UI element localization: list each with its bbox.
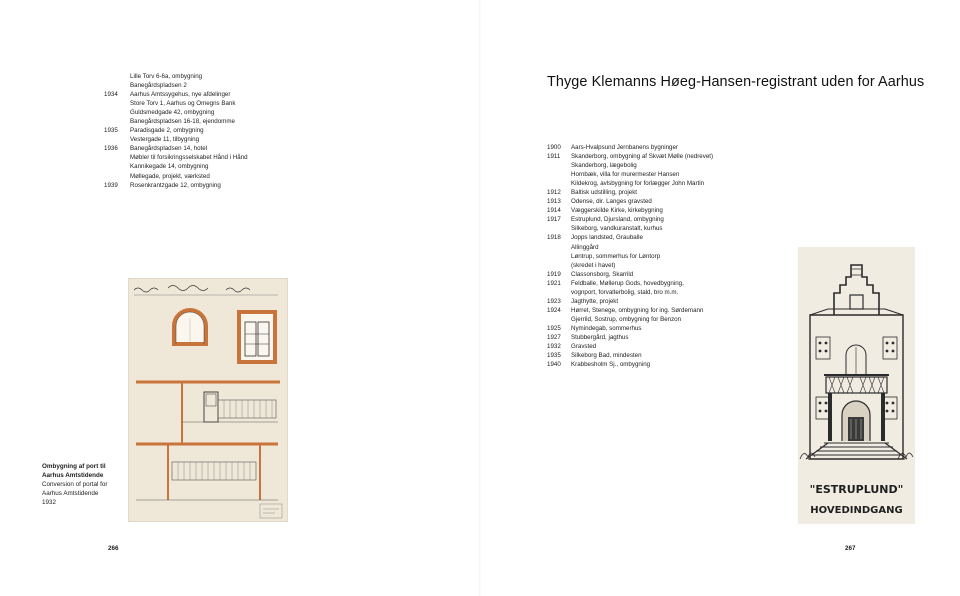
caption-title-en-2: Aarhus Amtstidende — [42, 489, 99, 497]
chronology-entry: Kildekrog, avlsbygning for forlægger John Martin — [571, 180, 705, 188]
chronology-row — [547, 179, 713, 188]
chronology-row — [547, 324, 713, 333]
chronology-entry: Banegårdspladsen 14, hotel — [130, 145, 208, 153]
caption-year: 1932 — [42, 498, 57, 506]
chronology-row — [104, 108, 248, 117]
chronology-year: 1939 — [104, 181, 118, 189]
chronology-row — [104, 144, 248, 153]
chronology-year — [547, 243, 571, 252]
chronology-entry: Løntrup, sommerhus for Løntorp — [571, 252, 661, 260]
chronology-year — [547, 252, 571, 261]
chronology-entry: Baltisk udstilling, projekt — [571, 189, 638, 197]
chronology-entry: Store Torv 1, Aarhus og Omegns Bank — [130, 100, 236, 108]
chronology-entry: (skredet i havet) — [571, 261, 616, 269]
chronology-year: 1935 — [104, 127, 118, 135]
chronology-year — [547, 161, 571, 170]
chronology-year — [547, 288, 571, 297]
chronology-year: 1925 — [547, 324, 561, 332]
chronology-year — [104, 99, 130, 108]
chronology-row — [547, 143, 713, 152]
chronology-row — [547, 315, 713, 324]
chronology-row — [547, 351, 713, 360]
chronology-year: 1935 — [547, 352, 561, 360]
chronology-entry: Aarhus Amtssygehus, nye afdelinger — [130, 91, 231, 99]
chronology-entry: Silkeborg, vandkuranstalt, kurhus — [571, 225, 663, 233]
page-number-left: 266 — [108, 545, 119, 552]
chronology-year: 1927 — [547, 333, 561, 341]
chronology-entry: Jopps landsted, Grauballe — [571, 234, 643, 242]
chronology-entry: Skanderborg, lægebolig — [571, 162, 637, 170]
chronology-year — [104, 81, 130, 90]
chronology-year: 1918 — [547, 234, 561, 242]
chronology-entry: Hørret, Stenege, ombygning for ing. Sørdemann — [571, 306, 704, 314]
chronology-entry: Banegårdspladsen 16-18, ejendomme — [130, 118, 235, 126]
chronology-entry: Krabbesholm Sj., ombygning — [571, 361, 651, 369]
chronology-row — [547, 188, 713, 197]
chronology-entry: Feldballe, Møllerup Gods, hovedbygning, — [571, 279, 684, 287]
chronology-row — [104, 126, 248, 135]
chronology-row — [547, 224, 713, 233]
right-chronology-list — [547, 143, 713, 369]
caption-title-da-2: Aarhus Amtstidende — [42, 471, 104, 479]
chronology-year — [104, 153, 130, 162]
chronology-entry: Gravsted — [571, 343, 597, 351]
chronology-year — [547, 315, 571, 324]
chronology-year: 1921 — [547, 279, 561, 287]
chronology-year: 1913 — [547, 198, 561, 206]
chronology-row — [547, 170, 713, 179]
left-chronology-list — [104, 72, 248, 190]
chronology-entry: Banegårdspladsen 2 — [130, 82, 187, 90]
chronology-row — [104, 135, 248, 144]
chronology-entry: Væggerskilde Kirke, kirkebygning — [571, 207, 663, 215]
chronology-row — [547, 288, 713, 297]
chronology-row — [547, 206, 713, 215]
chronology-year — [104, 108, 130, 117]
chronology-year: 1911 — [547, 153, 561, 161]
chronology-entry: Hornbæk, villa for murermester Hansen — [571, 171, 680, 179]
chronology-year: 1936 — [104, 145, 118, 153]
chronology-entry: Skanderborg, ombygning af Skvæt Mølle (nedrevet) — [571, 153, 714, 161]
sketch-lettering-hovedindgang: HOVEDINDGANG — [810, 505, 903, 516]
chronology-year — [104, 117, 130, 126]
chronology-row — [547, 270, 713, 279]
chronology-row — [547, 306, 713, 315]
chronology-row — [104, 117, 248, 126]
chronology-entry: Estruplund, Djursland, ombygning — [571, 216, 664, 224]
chronology-row — [547, 252, 713, 261]
page-title: Thyge Klemanns Høeg-Hansen-registrant uden for Aarhus — [547, 74, 925, 90]
chronology-row — [547, 243, 713, 252]
portal-conversion-drawing — [128, 278, 288, 522]
chronology-year — [104, 172, 130, 181]
estruplund-entrance-sketch — [798, 247, 915, 524]
chronology-entry: Lille Torv 6-6a, ombygning — [130, 73, 203, 80]
chronology-year — [547, 224, 571, 233]
chronology-row — [547, 161, 713, 170]
chronology-year — [547, 170, 571, 179]
chronology-entry: Jagthytte, projekt — [571, 297, 619, 305]
page-number-right: 267 — [845, 545, 856, 552]
chronology-entry: Guldsmedgade 42, ombygning — [130, 109, 215, 117]
chronology-row — [104, 90, 248, 99]
chronology-row — [547, 342, 713, 351]
chronology-year: 1900 — [547, 144, 561, 151]
chronology-entry: Allinggård — [571, 243, 599, 251]
chronology-year: 1923 — [547, 297, 561, 305]
caption-title-en-1: Conversion of portal for — [42, 480, 108, 488]
chronology-entry: Odense, dir. Langes gravsted — [571, 198, 652, 206]
chronology-row — [547, 279, 713, 288]
chronology-row — [547, 215, 713, 224]
chronology-year: 1919 — [547, 270, 561, 278]
chronology-entry: vognport, forvalterbolig, stald, bro m.m. — [571, 288, 679, 296]
chronology-entry: Nymindegab, sommerhus — [571, 324, 642, 332]
chronology-entry: Paradisgade 2, ombygning — [130, 127, 204, 135]
chronology-entry: Aars-Hvalpsund Jernbanens bygninger — [571, 144, 678, 151]
chronology-entry: Møllegade, projekt, værksted — [130, 172, 210, 180]
chronology-year — [547, 261, 571, 270]
chronology-year: 1912 — [547, 189, 561, 197]
chronology-entry: Classonsborg, Skarrild — [571, 270, 634, 278]
chronology-year — [104, 162, 130, 171]
book-gutter — [479, 0, 481, 596]
chronology-entry: Rosenkrantzgade 12, ombygning — [130, 181, 221, 189]
chronology-row — [104, 153, 248, 162]
chronology-year: 1940 — [547, 361, 561, 369]
sketch-lettering-estruplund: "ESTRUPLUND" — [809, 483, 904, 496]
chronology-entry: Silkeborg Bad, mindesten — [571, 352, 642, 360]
drawing-caption — [42, 463, 127, 508]
chronology-year — [104, 135, 130, 144]
chronology-row — [104, 99, 248, 108]
chronology-year: 1934 — [104, 91, 118, 99]
chronology-row — [104, 72, 248, 81]
chronology-row — [547, 233, 713, 242]
chronology-year: 1914 — [547, 207, 561, 215]
chronology-entry: Møbler til forsikringsselskabet Hånd i Hånd — [130, 154, 248, 162]
chronology-year: 1924 — [547, 306, 561, 314]
chronology-entry: Gjerrild, Sostrup, ombygning for Benzon — [571, 315, 682, 323]
chronology-year — [547, 179, 571, 188]
chronology-entry: Vestergade 11, tilbygning — [130, 136, 200, 144]
caption-title-da-1: Ombygning af port til — [42, 463, 106, 470]
chronology-row — [547, 360, 713, 369]
chronology-year: 1917 — [547, 216, 561, 224]
chronology-year: 1932 — [547, 343, 561, 351]
chronology-row — [547, 152, 713, 161]
chronology-row — [547, 333, 713, 342]
chronology-row — [547, 297, 713, 306]
chronology-row — [104, 162, 248, 171]
chronology-year — [104, 72, 130, 81]
chronology-entry: Kannikegade 14, ombygning — [130, 163, 209, 171]
chronology-row — [547, 197, 713, 206]
chronology-entry: Stubbergård, jagthus — [571, 333, 629, 341]
chronology-row — [104, 172, 248, 181]
chronology-row — [547, 261, 713, 270]
chronology-row — [104, 181, 248, 190]
chronology-row — [104, 81, 248, 90]
